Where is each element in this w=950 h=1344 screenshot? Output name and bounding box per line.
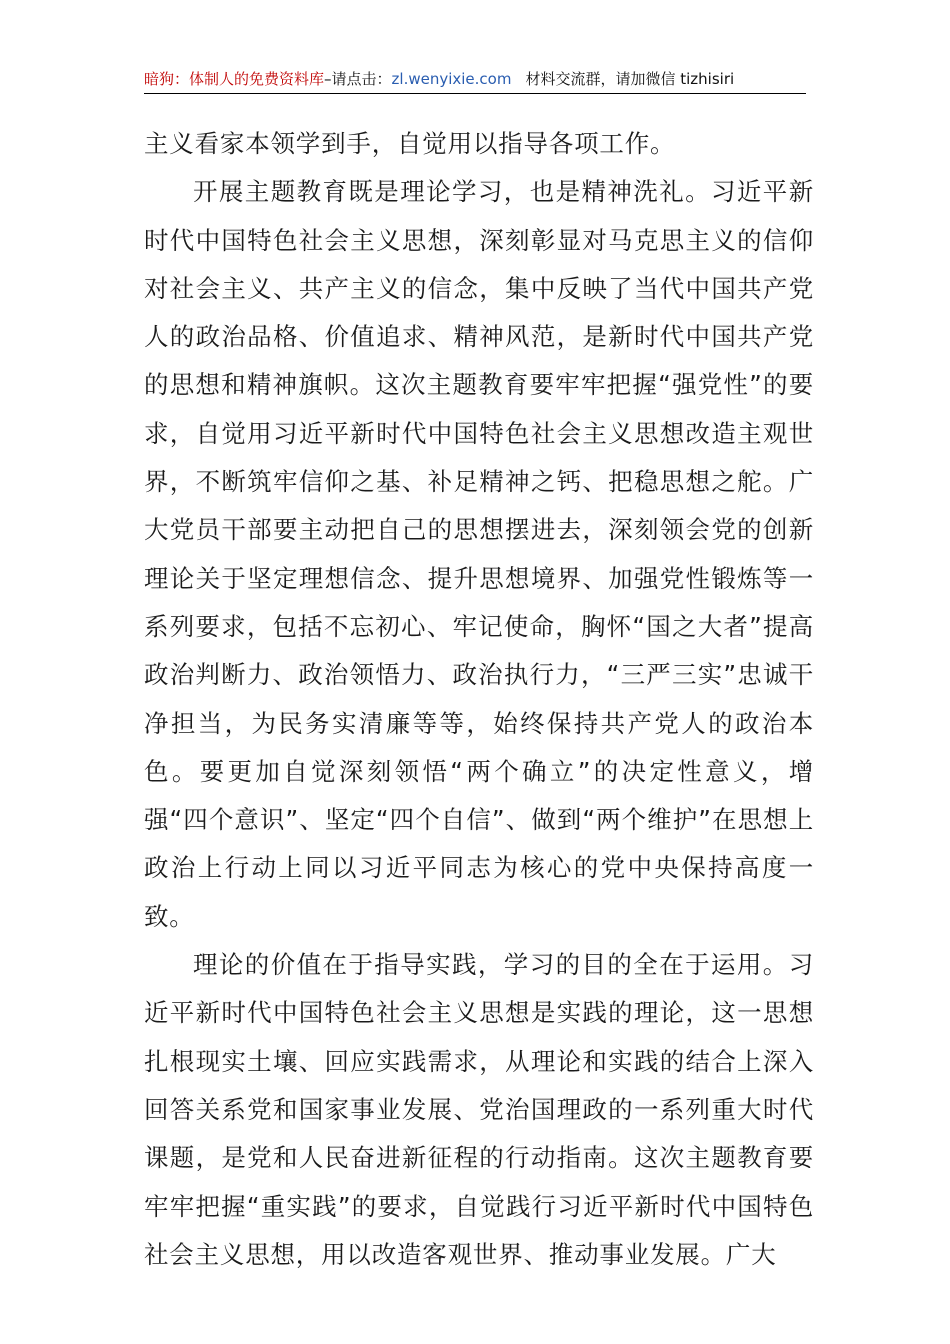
paragraph: 理论的价值在于指导实践，学习的目的全在于运用。习近平新时代中国特色社会主义思想是实践的理论，这一思想扎根现实土壤、回应实践需求，从理论和实践的结合上深入回答关系党和国家事业发展、党治国理政的一系列重大时代课题，是党和人民奋进新征程的行动指南。这次主题教育要牢牢把握“重实践”的要求，自觉践行习近平新时代中国特色社会主义思想，用以改造客观世界、推动事业发展。广大: [144, 950, 814, 1269]
site-url-link[interactable]: zl.wenyixie.com: [391, 70, 512, 88]
page-header: [144, 66, 806, 94]
wechat-note: 材料交流群，请加微信 tizhisiri: [525, 70, 735, 88]
click-prompt: –请点击：: [324, 70, 392, 88]
paragraph: 开展主题教育既是理论学习，也是精神洗礼。习近平新时代中国特色社会主义思想，深刻彰显对马克思主义的信仰对社会主义、共产主义的信念，集中反映了当代中国共产党人的政治品格、价值追求、精神风范，是新时代中国共产党的思想和精神旗帜。这次主题教育要牢牢把握“强党性”的要求，自觉用习近平新时代中国特色社会主义思想改造主观世界，不断筑牢信仰之基、补足精神之钙、把稳思想之舵。广大党员干部要主动把自己的思想摆进去，深刻领会党的创新理论关于坚定理想信念、提升思想境界、加强党性锻炼等一系列要求，包括不忘初心、牢记使命，胸怀“国之大者”提高政治判断力、政治领悟力、政治执行力，“三严三实”忠诚干净担当，为民务实清廉等等，始终保持共产党人的政治本色。要更加自觉深刻领悟“两个确立”的决定性意义，增强“四个意识”、坚定“四个自信”、做到“两个维护”在思想上政治上行动上同以习近平同志为核心的党中央保持高度一致。: [144, 177, 814, 931]
site-name: 暗狗：体制人的免费资料库: [144, 70, 325, 88]
paragraph-continued: 主义看家本领学到手，自觉用以指导各项工作。: [144, 129, 676, 158]
document-body: [144, 120, 814, 1279]
